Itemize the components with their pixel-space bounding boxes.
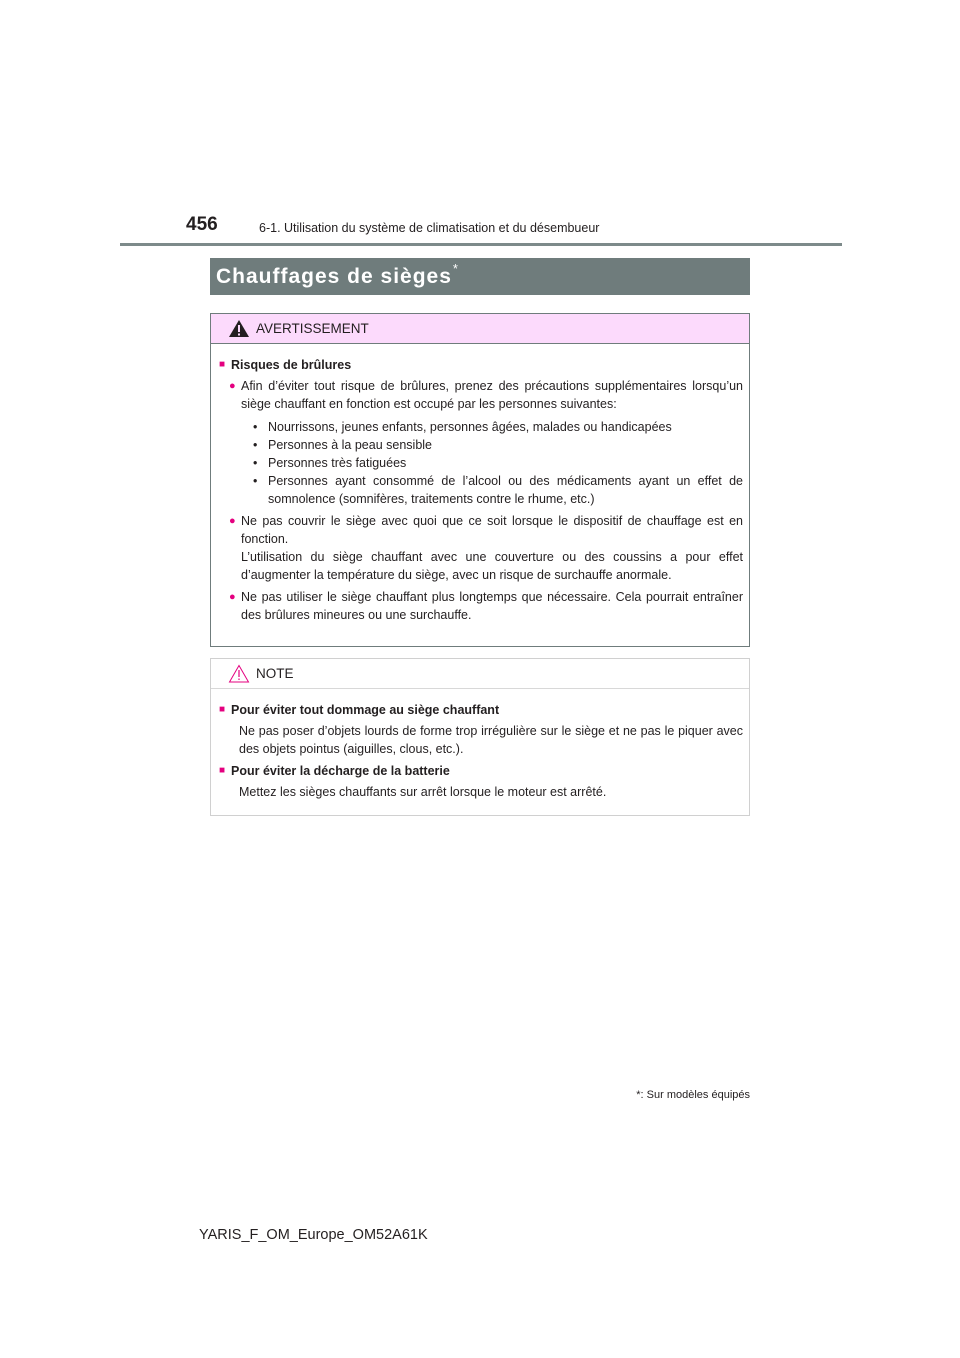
dot-bullet-icon: ●: [229, 380, 236, 392]
warning-heading: [219, 356, 743, 374]
list-item-text: Personnes ayant consommé de l’alcool ou des médicaments ayant un effet de somnolence (somnifères, traitements contre le rhume, etc.): [268, 474, 743, 506]
note-heading-1: [219, 701, 743, 719]
warning-bullet-1: [219, 377, 743, 413]
bullet-text: Ne pas utiliser le siège chauffant plus longtemps que nécessaire. Cela pourrait entraîner des brûlures mineures ou une surchauffe.: [241, 590, 743, 622]
footnote-text: : Sur modèles équipés: [640, 1089, 750, 1101]
list-item: [253, 454, 743, 472]
list-item-text: Personnes très fatiguées: [268, 456, 407, 470]
warning-triangle-icon: [228, 319, 250, 338]
square-bullet-icon: ■: [219, 704, 226, 715]
list-item: [253, 472, 743, 508]
page-title: Chauffages de sièges: [216, 264, 452, 288]
note-paragraph-1: Ne pas poser d’objets lourds de forme trop irrégulière sur le siège et ne pas le piquer avec des objets pointus (aiguilles, clous, etc.).: [239, 724, 743, 756]
note-heading-text: Pour éviter tout dommage au siège chauffant: [231, 703, 500, 717]
warning-header: [211, 314, 749, 344]
warning-bullet-3: [219, 588, 743, 624]
list-item-text: Personnes à la peau sensible: [268, 438, 433, 452]
dot-bullet-icon: ●: [229, 591, 236, 603]
warning-box: [210, 313, 750, 647]
note-body: [211, 689, 749, 801]
footer-code: YARIS_F_OM_Europe_OM52A61K: [199, 1227, 428, 1243]
list-item: [253, 418, 743, 436]
note-heading-text: Pour éviter la décharge de la batterie: [231, 764, 450, 778]
warning-label: AVERTISSEMENT: [256, 321, 369, 336]
note-paragraph-2: Mettez les sièges chauffants sur arrêt lorsque le moteur est arrêté.: [239, 785, 607, 799]
section-title: 6-1. Utilisation du système de climatisation et du désembueur: [259, 221, 600, 235]
bullet-text: Afin d’éviter tout risque de brûlures, prenez des précautions supplémentaires lorsqu’un siège chauffant en fonction est occupé par les personnes suivantes:: [241, 379, 743, 411]
title-asterisk: *: [452, 261, 458, 276]
title-bar: [210, 258, 750, 295]
square-bullet-icon: ■: [219, 359, 226, 370]
note-box: [210, 658, 750, 816]
footnote: [616, 1089, 750, 1101]
sub-bullet-icon: •: [253, 456, 258, 470]
header-rule: [120, 243, 842, 246]
warning-bullet-2: [219, 512, 743, 584]
bullet-text-line: L’utilisation du siège chauffant avec une couverture ou des coussins a pour effet d’augmenter la température du siège, avec un risque de surchauffe anormale.: [241, 550, 743, 582]
footnote-asterisk: *: [636, 1089, 641, 1101]
caution-triangle-icon: [228, 664, 250, 683]
sub-bullet-icon: •: [253, 474, 258, 488]
sub-bullet-icon: •: [253, 438, 258, 452]
warning-heading-text: Risques de brûlures: [231, 358, 352, 372]
square-bullet-icon: ■: [219, 765, 226, 776]
warning-body: [211, 344, 749, 624]
bullet-text-line: Ne pas couvrir le siège avec quoi que ce soit lorsque le dispositif de chauffage est en fonction.: [241, 514, 743, 546]
list-item: [253, 436, 743, 454]
note-header: [211, 659, 749, 689]
list-item-text: Nourrissons, jeunes enfants, personnes âgées, malades ou handicapées: [268, 420, 672, 434]
dot-bullet-icon: ●: [229, 515, 236, 527]
note-heading-2: [219, 762, 743, 780]
sub-bullet-icon: •: [253, 420, 258, 434]
note-label: NOTE: [256, 666, 294, 681]
page-number: 456: [186, 214, 218, 235]
bullet-text: [241, 512, 743, 584]
sub-list: [253, 418, 743, 508]
